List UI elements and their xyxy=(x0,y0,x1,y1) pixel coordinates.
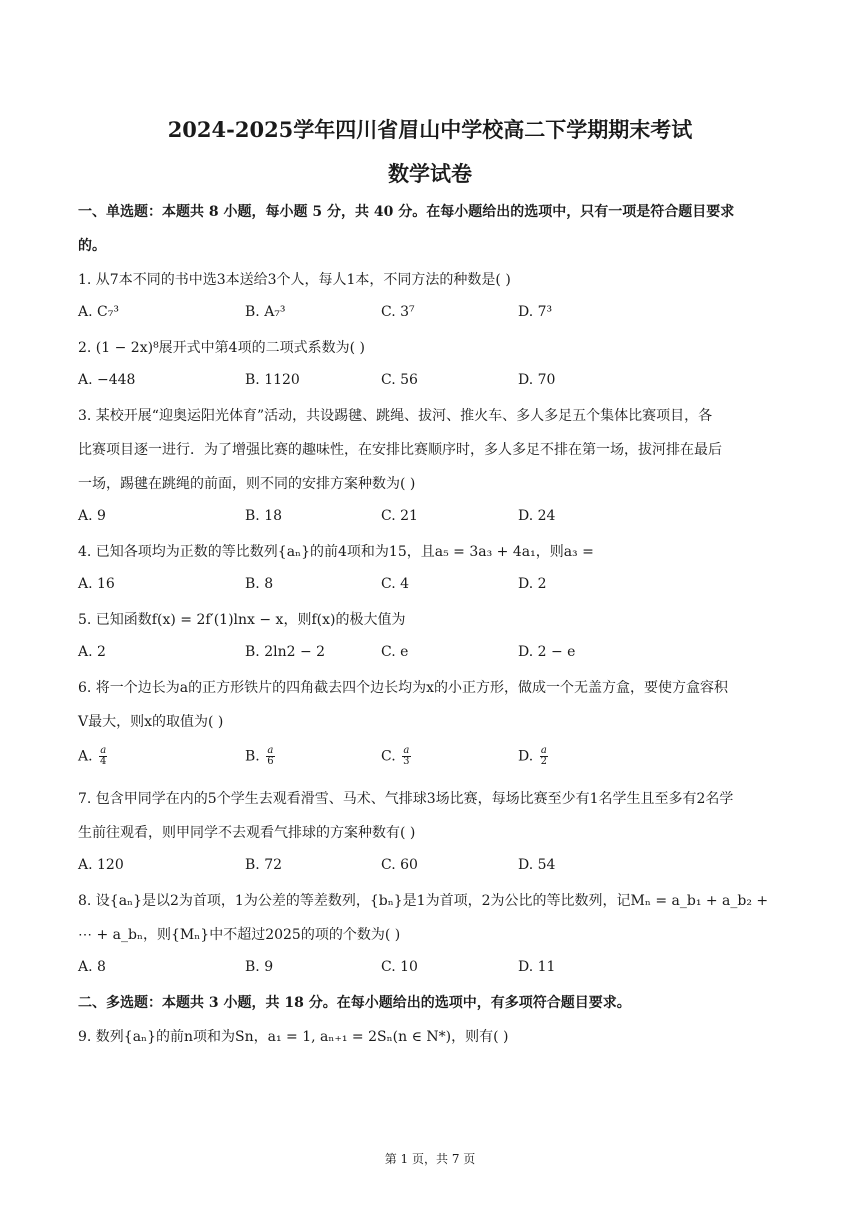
question-2-option-d: D. 70 xyxy=(518,372,556,388)
question-7-option-a: A. 120 xyxy=(78,857,124,873)
question-3-stem-line-3: 一场，踢毽在跳绳的前面，则不同的安排方案种数为( ) xyxy=(78,476,416,492)
question-6-option-d-denominator: 2 xyxy=(540,756,548,767)
question-8-option-d: D. 11 xyxy=(518,959,556,975)
question-5-options xyxy=(78,644,788,664)
question-2-stem: 2. (1 − 2x)⁸展开式中第4项的二项式系数为( ) xyxy=(78,340,365,356)
question-1-option-c: C. 3⁷ xyxy=(381,304,415,320)
question-6-option-b-numerator: a xyxy=(267,745,274,756)
question-6-option-d-numerator: a xyxy=(540,745,547,756)
question-4-options xyxy=(78,576,788,596)
question-5-option-a: A. 2 xyxy=(78,644,106,660)
question-8-stem-line-1: 8. 设{aₙ}是以2为首项，1为公差的等差数列，{bₙ}是1为首项，2为公比的等比数列，记Mₙ = a_b₁ + a_b₂ + xyxy=(78,893,769,909)
question-1-option-d: D. 7³ xyxy=(518,304,553,320)
question-5-option-c: C. e xyxy=(381,644,409,660)
question-7-stem-line-2: 生前往观看，则甲同学不去观看气排球的方案种数有( ) xyxy=(78,825,416,841)
question-1-option-b: B. A₇³ xyxy=(245,304,286,320)
question-1-option-a: A. C₇³ xyxy=(78,304,119,320)
question-4-option-c: C. 4 xyxy=(381,576,410,592)
section-heading-multiple-choice: 二、多选题：本题共 3 小题，共 18 分。在每小题给出的选项中，有多项符合题目要求。 xyxy=(78,995,631,1011)
page-footer: 第 1 页，共 7 页 xyxy=(384,1152,476,1166)
question-4-option-b: B. 8 xyxy=(245,576,274,592)
question-6-option-b: B. $\frac{a}{6}$ xyxy=(245,745,274,767)
question-2-option-c: C. 56 xyxy=(381,372,418,388)
question-5-option-d: D. 2 − e xyxy=(518,644,576,660)
question-3-options xyxy=(78,508,788,528)
question-8-options xyxy=(78,959,788,979)
question-6-option-b-denominator: 6 xyxy=(267,756,274,767)
question-1-options xyxy=(78,304,788,324)
question-4-option-a: A. 16 xyxy=(78,576,115,592)
question-4-option-d: D. 2 xyxy=(518,576,547,592)
question-7-option-c: C. 60 xyxy=(381,857,418,873)
question-6-options xyxy=(78,746,788,772)
question-6-option-a: A. $\frac{a}{4}$ xyxy=(78,745,107,767)
question-7-options xyxy=(78,857,788,877)
question-8-option-b: B. 9 xyxy=(245,959,274,975)
question-7-option-d: D. 54 xyxy=(518,857,556,873)
question-8-option-c: C. 10 xyxy=(381,959,418,975)
question-7-stem-line-1: 7. 包含甲同学在内的5个学生去观看滑雪、马术、气排球3场比赛，每场比赛至少有1名学生且至多有2名学 xyxy=(78,791,734,807)
page-title: 2024-2025学年四川省眉山中学校高二下学期期末考试 xyxy=(167,117,693,142)
question-5-option-b: B. 2ln2 − 2 xyxy=(245,644,326,660)
question-6-option-a-numerator: a xyxy=(100,745,107,756)
section-heading-single-choice-cont: 的。 xyxy=(78,238,106,254)
page-subtitle: 数学试卷 xyxy=(388,161,472,186)
question-8-stem-line-2: ⋯ + a_bₙ，则{Mₙ}中不超过2025的项的个数为( ) xyxy=(78,927,401,943)
question-2-options xyxy=(78,372,788,392)
question-6-stem-line-2: V最大，则x的取值为( ) xyxy=(78,714,224,730)
question-6-option-c-denominator: 3 xyxy=(403,756,410,767)
question-3-option-d: D. 24 xyxy=(518,508,556,524)
question-2-option-b: B. 1120 xyxy=(245,372,300,388)
question-9-stem: 9. 数列{aₙ}的前n项和为Sn，a₁ = 1, aₙ₊₁ = 2Sₙ(n ∈ N*)，则有( ) xyxy=(78,1029,509,1045)
question-7-option-b: B. 72 xyxy=(245,857,283,873)
question-6-stem-line-1: 6. 将一个边长为a的正方形铁片的四角截去四个边长均为x的小正方形，做成一个无盖方盒，要使方盒容积 xyxy=(78,680,729,696)
section-heading-single-choice: 一、单选题：本题共 8 小题，每小题 5 分，共 40 分。在每小题给出的选项中，只有一项是符合题目要求 xyxy=(78,204,735,220)
question-3-option-a: A. 9 xyxy=(78,508,106,524)
question-6-option-c: C. $\frac{a}{3}$ xyxy=(381,745,410,767)
question-6-option-a-denominator: 4 xyxy=(100,756,107,767)
question-3-option-b: B. 18 xyxy=(245,508,283,524)
question-3-option-c: C. 21 xyxy=(381,508,418,524)
question-6-option-c-numerator: a xyxy=(403,745,410,756)
question-6-option-d: D. $\frac{a}{2}$ xyxy=(518,745,548,767)
question-2-option-a: A. −448 xyxy=(78,372,136,388)
question-8-option-a: A. 8 xyxy=(78,959,106,975)
question-3-stem-line-1: 3. 某校开展“迎奥运阳光体育”活动，共设踢毽、跳绳、拔河、推火车、多人多足五个集体比赛项目，各 xyxy=(78,408,713,424)
question-3-stem-line-2: 比赛项目逐一进行．为了增强比赛的趣味性，在安排比赛顺序时，多人多足不排在第一场，拔河排在最后 xyxy=(78,442,722,458)
question-1-stem: 1. 从7本不同的书中选3本送给3个人，每人1本，不同方法的种数是( ) xyxy=(78,272,511,288)
question-4-stem: 4. 已知各项均为正数的等比数列{aₙ}的前4项和为15，且a₅ = 3a₃ + 4a₁，则a₃ = xyxy=(78,544,594,560)
question-5-stem: 5. 已知函数f(x) = 2f′(1)lnx − x，则f(x)的极大值为 xyxy=(78,612,406,628)
